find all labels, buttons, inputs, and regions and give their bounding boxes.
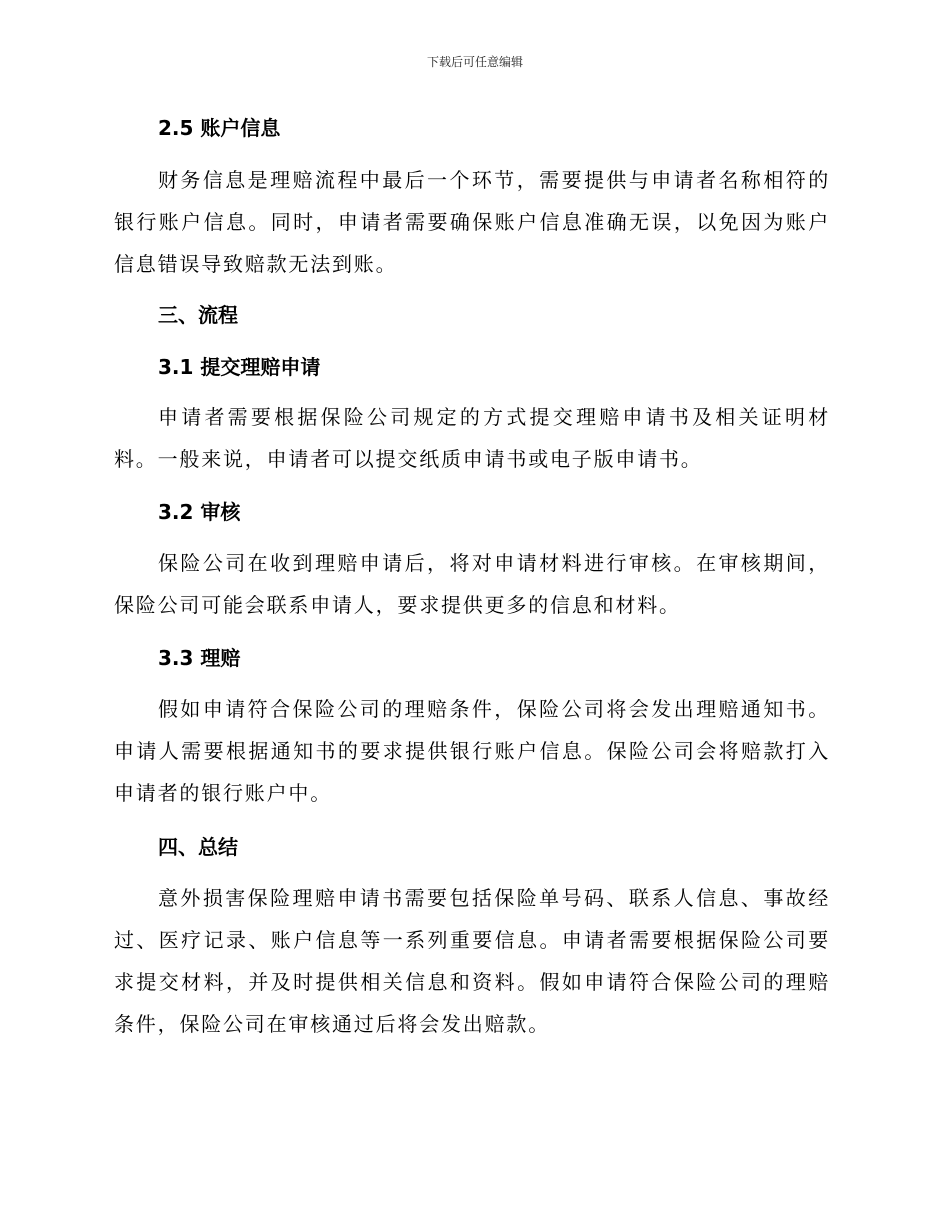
section-heading-payout: 3.3 理赔 — [158, 646, 241, 670]
page-header: 下载后可任意编辑 — [426, 55, 523, 69]
section-heading-submit-claim: 3.1 提交理赔申请 — [158, 355, 321, 379]
section-heading-account-info: 2.5 账户信息 — [158, 116, 281, 140]
paragraph-submit-claim: 申请者需要根据保险公司规定的方式提交理赔申请书及相关证明材料。一般来说，申请者可以提交纸质申请书或电子版申请书。 — [114, 405, 830, 471]
paragraph-summary: 意外损害保险理赔申请书需要包括保险单号码、联系人信息、事故经过、医疗记录、账户信息等一系列重要信息。申请者需要根据保险公司要求提交材料，并及时提供相关信息和资料。假如申请符合保险公司的理赔条件，保险公司在审核通过后将会发出赔款。 — [114, 886, 830, 1036]
section-heading-process: 三、流程 — [158, 303, 238, 327]
section-heading-review: 3.2 审核 — [158, 500, 241, 524]
paragraph-review: 保险公司在收到理赔申请后，将对申请材料进行审核。在审核期间，保险公司可能会联系申请人，要求提供更多的信息和材料。 — [114, 551, 830, 617]
paragraph-payout: 假如申请符合保险公司的理赔条件，保险公司将会发出理赔通知书。申请人需要根据通知书的要求提供银行账户信息。保险公司会将赔款打入申请者的银行账户中。 — [114, 697, 830, 805]
paragraph-account-info: 财务信息是理赔流程中最后一个环节，需要提供与申请者名称相符的银行账户信息。同时，申请者需要确保账户信息准确无误，以免因为账户信息错误导致赔款无法到账。 — [114, 168, 830, 276]
section-heading-summary: 四、总结 — [158, 835, 238, 859]
